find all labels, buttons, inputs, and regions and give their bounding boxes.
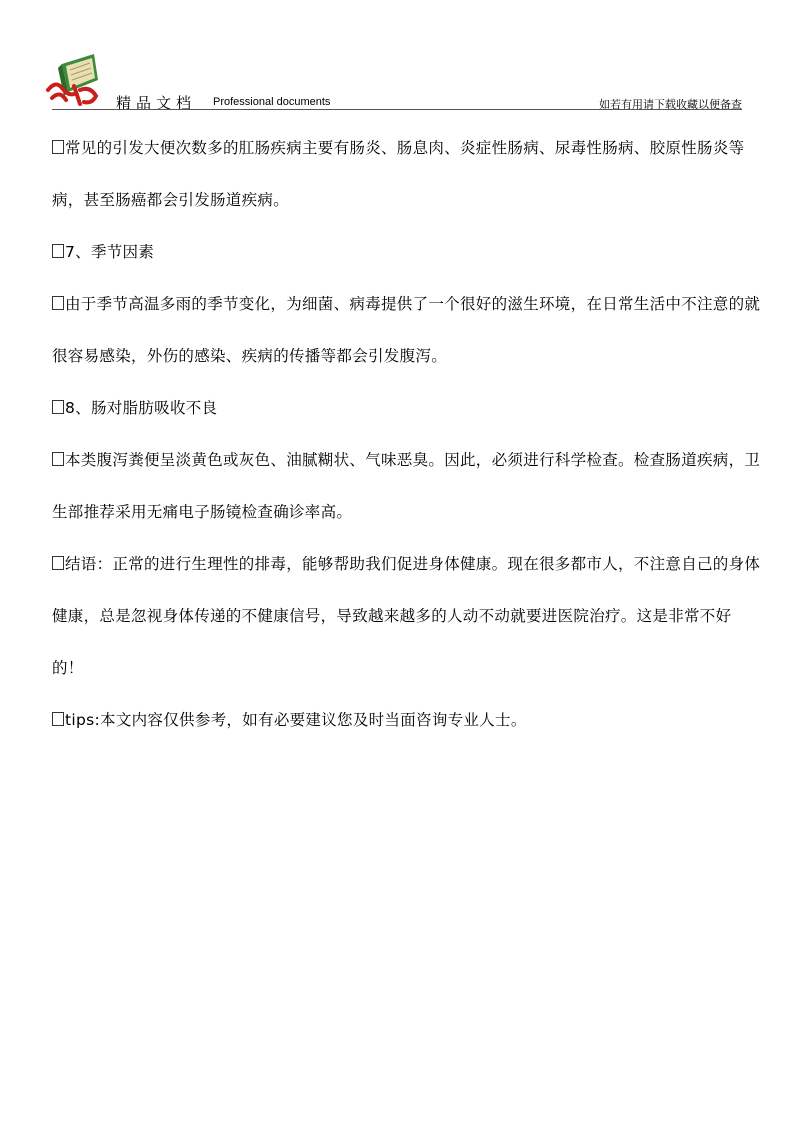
header-divider: [52, 109, 742, 110]
paragraph-text: tips:本文内容仅供参考，如有必要建议您及时当面咨询专业人士。: [65, 711, 527, 729]
header-note: 如若有用请下载收藏以便备查: [599, 98, 742, 111]
bullet-box-icon: [52, 556, 64, 570]
heading-seasonal-factors: [52, 226, 762, 278]
heading-fat-absorption: [52, 382, 762, 434]
paragraph-text: 常见的引发大便次数多的肛肠疾病主要有肠炎、肠息肉、炎症性肠病、尿毒性肠病、胶原性肠炎等病，甚至肠癌都会引发肠道疾病。: [52, 139, 745, 209]
paragraph-intestinal-diseases: [52, 122, 762, 226]
page-header: [0, 0, 794, 112]
heading-text: 7、季节因素: [65, 243, 155, 261]
paragraph-seasonal-factors: [52, 278, 762, 382]
paragraph-text: 结语：正常的进行生理性的排毒，能够帮助我们促进身体健康。现在很多都市人，不注意自己的身体健康，总是忽视身体传递的不健康信号，导致越来越多的人动不动就要进医院治疗。这是非常不好的！: [52, 555, 761, 677]
paragraph-fat-absorption: [52, 434, 762, 538]
paragraph-text: 本类腹泻粪便呈淡黄色或灰色、油腻糊状、气味恶臭。因此，必须进行科学检查。检查肠道疾病，卫生部推荐采用无痛电子肠镜检查确诊率高。: [52, 451, 761, 521]
document-body: [52, 122, 762, 746]
bullet-box-icon: [52, 244, 64, 258]
paragraph-tips: [52, 694, 762, 746]
brand-title-en: Professional documents: [213, 96, 331, 108]
bullet-box-icon: [52, 712, 64, 726]
bullet-box-icon: [52, 400, 64, 414]
paragraph-conclusion: [52, 538, 762, 694]
heading-text: 8、肠对脂肪吸收不良: [65, 399, 218, 417]
bullet-box-icon: [52, 140, 64, 154]
book-logo-icon: [44, 50, 102, 108]
bullet-box-icon: [52, 296, 64, 310]
paragraph-text: 由于季节高温多雨的季节变化，为细菌、病毒提供了一个很好的滋生环境，在日常生活中不注意的就很容易感染，外伤的感染、疾病的传播等都会引发腹泻。: [52, 295, 761, 365]
bullet-box-icon: [52, 452, 64, 466]
brand-title-cn: 精品文档: [116, 94, 197, 112]
